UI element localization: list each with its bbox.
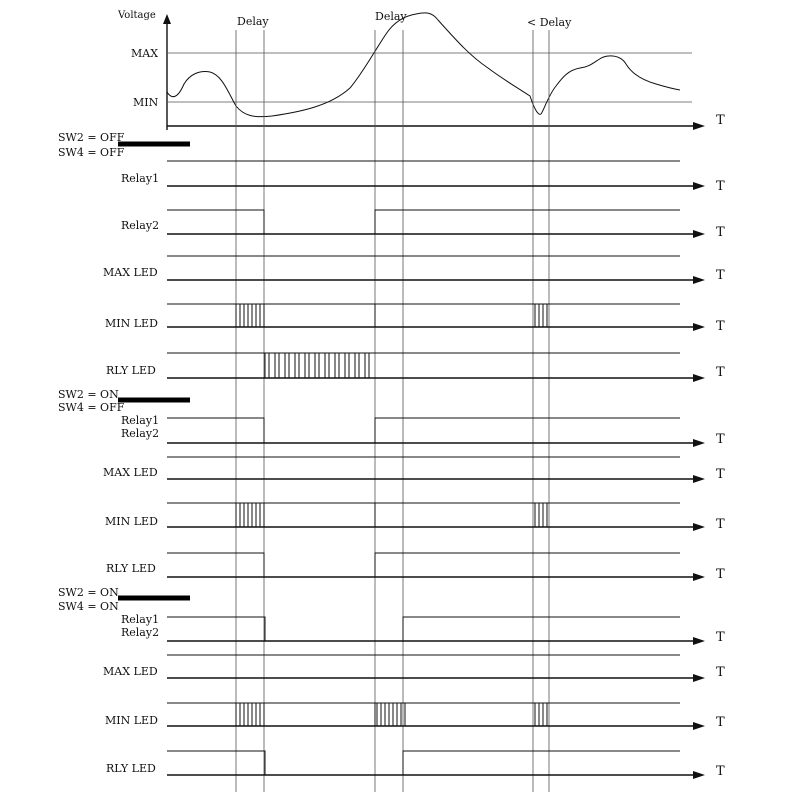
switch-setting-line-2: SW4 = OFF bbox=[58, 401, 125, 414]
voltage-panel bbox=[117, 10, 725, 130]
time-axis-label: T bbox=[716, 467, 725, 482]
time-axis-arrowhead bbox=[693, 573, 705, 581]
time-axis-arrowhead bbox=[693, 182, 705, 190]
voltage-time-label: T bbox=[716, 113, 725, 128]
row-label: Relay1 bbox=[121, 414, 160, 427]
time-axis-arrowhead bbox=[693, 722, 705, 730]
rly-led-waveform bbox=[265, 353, 369, 378]
time-axis-label: T bbox=[716, 365, 725, 380]
row-label: MAX LED bbox=[103, 266, 158, 279]
time-axis-label: T bbox=[716, 179, 725, 194]
time-axis-arrowhead bbox=[693, 439, 705, 447]
time-axis-arrowhead bbox=[693, 523, 705, 531]
min-led-waveform bbox=[236, 503, 547, 527]
voltage-axis-arrowhead bbox=[163, 14, 171, 24]
short-delay-marker-label: < Delay bbox=[527, 16, 572, 29]
relay2-waveform bbox=[167, 210, 680, 234]
max-level-label: MAX bbox=[131, 47, 159, 60]
row-label: RLY LED bbox=[106, 762, 156, 775]
voltage-axis-label: Voltage bbox=[118, 10, 156, 21]
row-label: RLY LED bbox=[106, 364, 156, 377]
row-label: RLY LED bbox=[106, 562, 156, 575]
delay-marker-2-label: Delay bbox=[375, 10, 407, 23]
time-axis-label: T bbox=[716, 665, 725, 680]
row-label: MIN LED bbox=[105, 515, 158, 528]
row-label: MIN LED bbox=[105, 714, 158, 727]
row-label: MAX LED bbox=[103, 665, 158, 678]
time-axis-arrowhead bbox=[693, 230, 705, 238]
row-label: MAX LED bbox=[103, 466, 158, 479]
switch-setting-line-1: SW2 = ON bbox=[58, 388, 119, 401]
min-level-label: MIN bbox=[133, 96, 159, 109]
time-axis-arrowhead bbox=[693, 475, 705, 483]
time-axis-arrowhead bbox=[693, 637, 705, 645]
row-label: Relay1 bbox=[121, 172, 160, 185]
time-axis-label: T bbox=[716, 268, 725, 283]
min-led-waveform bbox=[236, 304, 547, 327]
row-label: Relay1 bbox=[121, 613, 160, 626]
switch-setting-line-1: SW2 = OFF bbox=[58, 131, 125, 144]
row-label: MIN LED bbox=[105, 317, 158, 330]
section-sw2-on-sw4-on bbox=[58, 586, 725, 779]
time-axis-label: T bbox=[716, 319, 725, 334]
time-axis-label: T bbox=[716, 630, 725, 645]
row-label: Relay2 bbox=[121, 626, 160, 639]
time-axis-label: T bbox=[716, 517, 725, 532]
time-axis-label: T bbox=[716, 432, 725, 447]
switch-setting-line-2: SW4 = OFF bbox=[58, 146, 125, 159]
time-axis-label: T bbox=[716, 715, 725, 730]
time-axis-label: T bbox=[716, 225, 725, 240]
voltage-time-arrowhead bbox=[693, 122, 705, 130]
section-sw2-off-sw4-off bbox=[58, 131, 725, 382]
time-axis-arrowhead bbox=[693, 374, 705, 382]
switch-setting-line-1: SW2 = ON bbox=[58, 586, 119, 599]
rly-led-waveform bbox=[167, 553, 680, 577]
time-axis-arrowhead bbox=[693, 276, 705, 284]
time-axis-arrowhead bbox=[693, 323, 705, 331]
row-label: Relay2 bbox=[121, 219, 160, 232]
time-axis-arrowhead bbox=[693, 771, 705, 779]
time-axis-label: T bbox=[716, 567, 725, 582]
voltage-waveform bbox=[167, 13, 680, 117]
time-axis-arrowhead bbox=[693, 674, 705, 682]
section-sw2-on-sw4-off bbox=[58, 388, 725, 582]
delay-marker-1-label: Delay bbox=[237, 15, 269, 28]
min-led-waveform bbox=[236, 703, 547, 726]
rly-led-waveform bbox=[167, 751, 680, 775]
row-label: Relay2 bbox=[121, 427, 160, 440]
relay-waveform bbox=[167, 617, 680, 641]
switch-setting-line-2: SW4 = ON bbox=[58, 600, 119, 613]
time-axis-label: T bbox=[716, 764, 725, 779]
relay-waveform bbox=[167, 418, 680, 443]
